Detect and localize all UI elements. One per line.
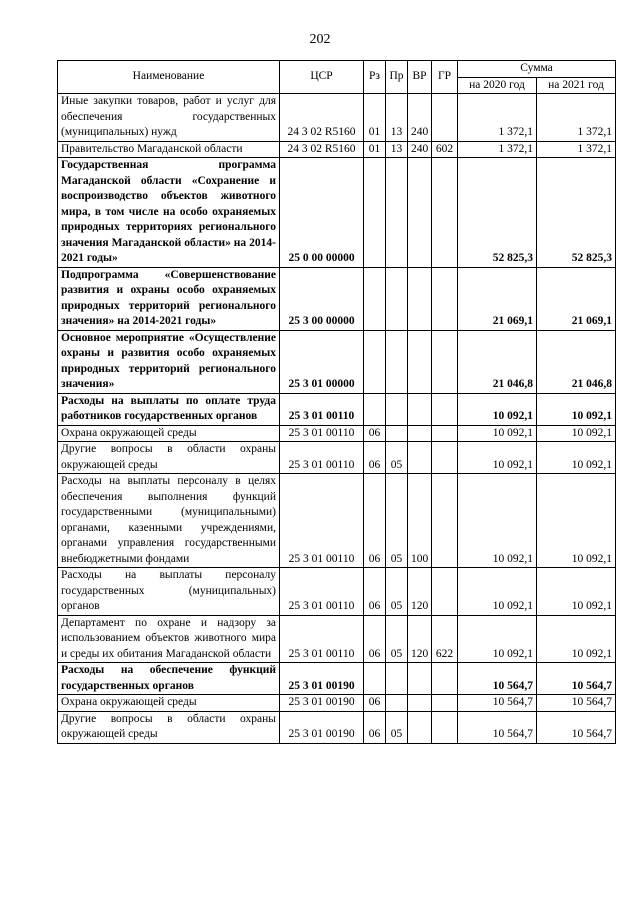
- row-vr: 100: [408, 474, 432, 568]
- row-2020: 1 372,1: [458, 94, 537, 142]
- row-csr: 25 3 01 00110: [280, 474, 364, 568]
- row-vr: 120: [408, 615, 432, 663]
- row-csr: 25 3 01 00190: [280, 695, 364, 712]
- header-2020: на 2020 год: [458, 77, 537, 94]
- row-rz: [364, 267, 386, 330]
- row-name: Подпрограмма «Совершенствование развития и охраны особо охраняемых природных территорий регионального значения» на 2014-2021 годы»: [58, 267, 280, 330]
- row-name: Иные закупки товаров, работ и услуг для обеспечения государственных (муниципальных) нужд: [58, 94, 280, 142]
- row-vr: [408, 442, 432, 474]
- row-2020: 10 092,1: [458, 442, 537, 474]
- row-csr: 25 3 01 00000: [280, 330, 364, 393]
- row-rz: 06: [364, 474, 386, 568]
- row-rz: [364, 330, 386, 393]
- row-gr: [432, 474, 458, 568]
- row-2021: 10 564,7: [537, 695, 616, 712]
- row-vr: [408, 267, 432, 330]
- row-rz: 01: [364, 94, 386, 142]
- table-row: [58, 615, 616, 663]
- header-pr: Пр: [386, 61, 408, 94]
- row-2021: 21 046,8: [537, 330, 616, 393]
- row-csr: 25 3 01 00190: [280, 663, 364, 695]
- table-row: [58, 267, 616, 330]
- row-rz: 06: [364, 442, 386, 474]
- row-rz: 06: [364, 711, 386, 743]
- row-pr: [386, 158, 408, 268]
- row-gr: [432, 711, 458, 743]
- row-2020: 52 825,3: [458, 158, 537, 268]
- budget-table: [57, 60, 616, 744]
- row-csr: 25 3 00 00000: [280, 267, 364, 330]
- row-2021: 10 092,1: [537, 615, 616, 663]
- row-2020: 21 069,1: [458, 267, 537, 330]
- table-row: [58, 425, 616, 442]
- row-pr: [386, 695, 408, 712]
- row-csr: 25 3 01 00110: [280, 425, 364, 442]
- row-rz: 06: [364, 425, 386, 442]
- row-2020: 10 092,1: [458, 474, 537, 568]
- row-vr: [408, 711, 432, 743]
- row-2021: 10 092,1: [537, 442, 616, 474]
- row-vr: 120: [408, 568, 432, 616]
- table-row: [58, 94, 616, 142]
- row-2021: 10 092,1: [537, 425, 616, 442]
- row-vr: [408, 393, 432, 425]
- row-pr: [386, 393, 408, 425]
- row-rz: 06: [364, 695, 386, 712]
- row-csr: 25 3 01 00110: [280, 568, 364, 616]
- row-name: Расходы на выплаты персоналу в целях обеспечения выполнения функций государственными (муниципальными) органами, казенными учреждениями, органами управления государственными внебюджетными фондами: [58, 474, 280, 568]
- row-vr: 240: [408, 141, 432, 158]
- row-gr: [432, 425, 458, 442]
- row-name: Расходы на выплаты персоналу государственных (муниципальных) органов: [58, 568, 280, 616]
- row-gr: 622: [432, 615, 458, 663]
- table-row: [58, 711, 616, 743]
- row-vr: [408, 425, 432, 442]
- row-name: Государственная программа Магаданской области «Сохранение и воспроизводство объектов животного мира, в том числе на особо охраняемых природных территориях регионального значения Магаданской области» на 2014-2021 годы»: [58, 158, 280, 268]
- header-name: Наименование: [58, 61, 280, 94]
- row-csr: 25 3 01 00110: [280, 615, 364, 663]
- row-gr: [432, 94, 458, 142]
- header-gr: ГР: [432, 61, 458, 94]
- row-rz: [364, 393, 386, 425]
- row-2020: 10 092,1: [458, 425, 537, 442]
- row-name: Другие вопросы в области охраны окружающей среды: [58, 711, 280, 743]
- row-pr: [386, 425, 408, 442]
- row-pr: 05: [386, 615, 408, 663]
- row-csr: 24 3 02 R5160: [280, 141, 364, 158]
- row-rz: [364, 663, 386, 695]
- row-pr: [386, 663, 408, 695]
- row-gr: [432, 663, 458, 695]
- row-name: Правительство Магаданской области: [58, 141, 280, 158]
- row-2021: 10 564,7: [537, 663, 616, 695]
- table-row: [58, 695, 616, 712]
- row-name: Основное мероприятие «Осуществление охраны и развития особо охраняемых природных территорий регионального значения»: [58, 330, 280, 393]
- table-row: [58, 393, 616, 425]
- row-2021: 52 825,3: [537, 158, 616, 268]
- row-vr: [408, 663, 432, 695]
- row-pr: 05: [386, 442, 408, 474]
- row-2020: 21 046,8: [458, 330, 537, 393]
- row-pr: 13: [386, 141, 408, 158]
- row-gr: 602: [432, 141, 458, 158]
- row-name: Другие вопросы в области охраны окружающей среды: [58, 442, 280, 474]
- row-gr: [432, 330, 458, 393]
- table-row: [58, 330, 616, 393]
- table-row: [58, 568, 616, 616]
- header-2021: на 2021 год: [537, 77, 616, 94]
- row-gr: [432, 158, 458, 268]
- row-gr: [432, 267, 458, 330]
- row-2020: 10 092,1: [458, 393, 537, 425]
- row-vr: [408, 158, 432, 268]
- row-csr: 25 3 01 00110: [280, 393, 364, 425]
- row-gr: [432, 393, 458, 425]
- page-number: 202: [309, 32, 331, 47]
- row-2021: 21 069,1: [537, 267, 616, 330]
- row-2020: 10 564,7: [458, 711, 537, 743]
- row-rz: 01: [364, 141, 386, 158]
- row-gr: [432, 442, 458, 474]
- row-pr: 13: [386, 94, 408, 142]
- row-csr: 25 0 00 00000: [280, 158, 364, 268]
- table-row: [58, 141, 616, 158]
- row-2020: 10 092,1: [458, 615, 537, 663]
- table-row: [58, 474, 616, 568]
- row-2021: 10 092,1: [537, 568, 616, 616]
- row-2021: 10 092,1: [537, 474, 616, 568]
- row-2020: 10 092,1: [458, 568, 537, 616]
- table-row: [58, 158, 616, 268]
- row-2021: 1 372,1: [537, 141, 616, 158]
- row-2020: 10 564,7: [458, 695, 537, 712]
- row-2021: 10 092,1: [537, 393, 616, 425]
- row-csr: 24 3 02 R5160: [280, 94, 364, 142]
- header-sum: Сумма: [458, 61, 616, 78]
- header-rz: Рз: [364, 61, 386, 94]
- row-rz: [364, 158, 386, 268]
- row-name: Охрана окружающей среды: [58, 425, 280, 442]
- row-pr: [386, 267, 408, 330]
- row-gr: [432, 695, 458, 712]
- row-pr: 05: [386, 711, 408, 743]
- row-name: Охрана окружающей среды: [58, 695, 280, 712]
- row-2021: 10 564,7: [537, 711, 616, 743]
- row-rz: 06: [364, 568, 386, 616]
- row-vr: [408, 330, 432, 393]
- row-2020: 10 564,7: [458, 663, 537, 695]
- row-2021: 1 372,1: [537, 94, 616, 142]
- row-pr: [386, 330, 408, 393]
- header-vr: ВР: [408, 61, 432, 94]
- header-csr: ЦСР: [280, 61, 364, 94]
- row-vr: 240: [408, 94, 432, 142]
- row-gr: [432, 568, 458, 616]
- row-vr: [408, 695, 432, 712]
- row-rz: 06: [364, 615, 386, 663]
- row-csr: 25 3 01 00190: [280, 711, 364, 743]
- row-pr: 05: [386, 474, 408, 568]
- row-name: Департамент по охране и надзору за использованием объектов животного мира и среды их обитания Магаданской области: [58, 615, 280, 663]
- table-row: [58, 442, 616, 474]
- table-row: [58, 663, 616, 695]
- row-name: Расходы на обеспечение функций государственных органов: [58, 663, 280, 695]
- row-name: Расходы на выплаты по оплате труда работников государственных органов: [58, 393, 280, 425]
- row-pr: 05: [386, 568, 408, 616]
- row-csr: 25 3 01 00110: [280, 442, 364, 474]
- row-2020: 1 372,1: [458, 141, 537, 158]
